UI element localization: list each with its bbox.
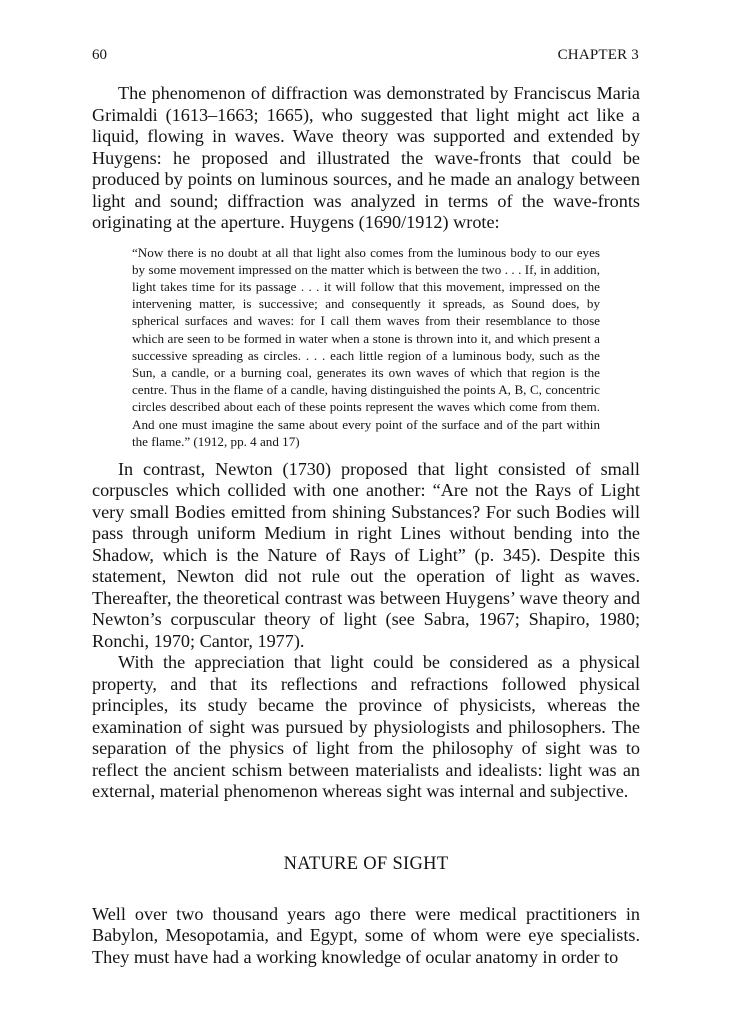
paragraph-ancient-medicine: Well over two thousand years ago there were medical practitioners in Babylon, Mesopotamia, and Egypt, some of whom were eye specialists. They must have had a working knowledge of ocular anatomy in order to — [92, 903, 640, 967]
body-text — [92, 83, 640, 968]
paragraph-diffraction: The phenomenon of diffraction was demonstrated by Franciscus Maria Grimaldi (1613–1663; 1665), who suggested that light might act like a liquid, flowing in waves. Wave theory was supported and extended by Huygens: he proposed and illustrated the wave-fronts that could be produced by points on luminous sources, and he made an analogy between light and sound; diffraction was analyzed in terms of the wave-fronts originating at the aperture. Huygens (1690/1912) wrote: — [92, 83, 640, 232]
paragraph-newton: In contrast, Newton (1730) proposed that light consisted of small corpuscles which collided with one another: “Are not the Rays of Light very small Bodies emitted from shining Substances? For such Bodies will pass through uniform Medium in right Lines without bending into the Shadow, which is the Nature of Rays of Light” (p. 345). Despite this statement, Newton did not rule out the operation of light as waves. Thereafter, the theoretical contrast was between Huygens’ wave theory and Newton’s corpuscular theory of light (see Sabra, 1967; Shapiro, 1980; Ronchi, 1970; Cantor, 1977). — [92, 458, 640, 651]
section-heading: NATURE OF SIGHT — [283, 853, 449, 874]
running-head — [92, 44, 639, 66]
chapter-label: CHAPTER 3 — [557, 47, 639, 63]
paragraph-physics-of-light: With the appreciation that light could be considered as a physical property, and that its reflections and refractions followed physical principles, its study became the province of physicists, whereas the examination of sight was pursued by physiologists and philosophers. The separation of the physics of light from the philosophy of sight was to reflect the ancient schism between materialists and idealists: light was an external, material phenomenon whereas sight was internal and subjective. — [92, 652, 640, 802]
page-number: 60 — [92, 47, 107, 63]
block-quote-huygens: “Now there is no doubt at all that light also comes from the luminous body to our eyes by some movement impressed on the matter which is between the two . . . If, in addition, light takes time for its passage . . . it will follow that this movement, impressed on the intervening matter, is successive; and consequently it spreads, as Sound does, by spherical surfaces and waves: for I call them waves from their resemblance to those which are seen to be formed in water when a stone is thrown into it, and which present a successive spreading as circles. . . . each little region of a luminous body, such as the Sun, a candle, or a burning coal, generates its own waves of which that region is the centre. Thus in the flame of a candle, having distinguished the points A, B, C, concentric circles described about each of these points represent the waves which come from them. And one must imagine the same about every point of the surface and of the part within the flame.” (1912, pp. 4 and 17) — [132, 244, 600, 449]
